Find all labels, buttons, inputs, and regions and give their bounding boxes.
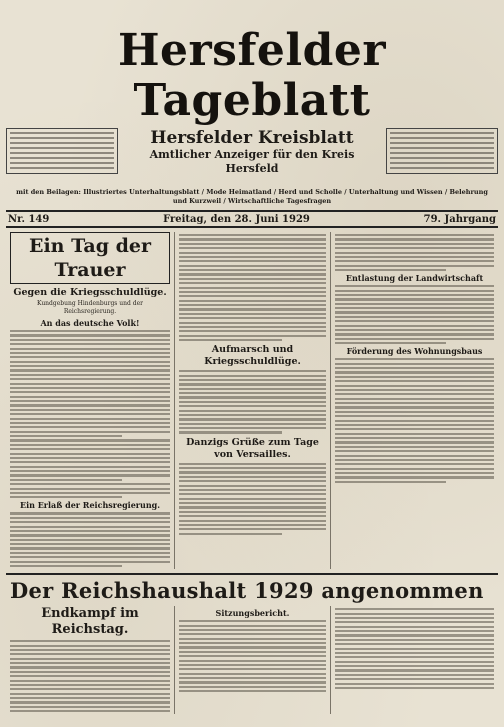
right-ear-box [386,128,498,174]
main-headline: Ein Tag der Trauer [10,232,170,284]
kreisblatt-title: Hersfelder Kreisblatt [150,128,354,148]
body-text-block [10,330,170,498]
lower-column-1 [6,606,174,714]
beilagen-line: mit den Beilagen: Illustriertes Unterhaltungsblatt / Mode Heimatland / Herd und Scholle / Unterhaltung und Wissen / Belehrung und Kurzweil / Wirtschaftliche Tagesfragen [16,188,488,205]
body-text-block [335,234,494,271]
body-text-block [335,285,494,344]
masthead: Hersfelder Tageblatt [117,25,387,126]
body-text-block [10,640,170,712]
subtitle-block [118,128,386,176]
body-text-block [179,234,326,341]
sitzungsbericht-heading: Sitzungsbericht. [215,608,290,619]
section-erlass: Ein Erlaß der Reichsregierung. [19,500,161,511]
subhead-kriegsschuld: Gegen die Kriegsschuldlüge. [13,287,167,298]
issue-date: Freitag, den 28. Juni 1929 [163,213,310,225]
amtlich-line: Amtlicher Anzeiger für den Kreis Hersfeld [149,148,355,175]
volume-year: 79. Jahrgang [423,213,496,225]
body-text-block [179,463,326,535]
subhead-row [6,128,498,186]
upper-columns [6,232,498,569]
lower-columns [6,606,498,714]
dateline [6,210,498,228]
kundgebung-line: Kundgebung Hindenburgs und der Reichsregierung. [36,300,144,315]
section-an-das-volk: An das deutsche Volk! [40,318,140,328]
body-text-block [179,370,326,433]
endkampf-headline: Endkampf im Reichstag. [41,606,139,638]
lower-column-3 [330,606,498,714]
lower-column-2 [174,606,330,714]
column-1 [6,232,174,569]
left-ear-box [6,128,118,174]
body-text-block [335,608,494,689]
subhead-entlastung: Entlastung der Landwirtschaft [345,273,484,284]
subhead-aufmarsch: Aufmarsch und Kriegsschuldlüge. [204,344,301,368]
column-2 [174,232,330,569]
body-text-block [335,358,494,483]
subhead-danzig: Danzigs Grüße zum Tage von Versailles. [186,436,319,460]
body-text-block [10,512,170,567]
body-text-block [179,620,326,692]
subhead-wohnungsbau: Förderung des Wohnungsbaus [346,346,483,357]
column-3 [330,232,498,569]
issue-number: Nr. 149 [8,213,50,225]
reichshaushalt-banner: Der Reichshaushalt 1929 angenommen [6,573,498,604]
